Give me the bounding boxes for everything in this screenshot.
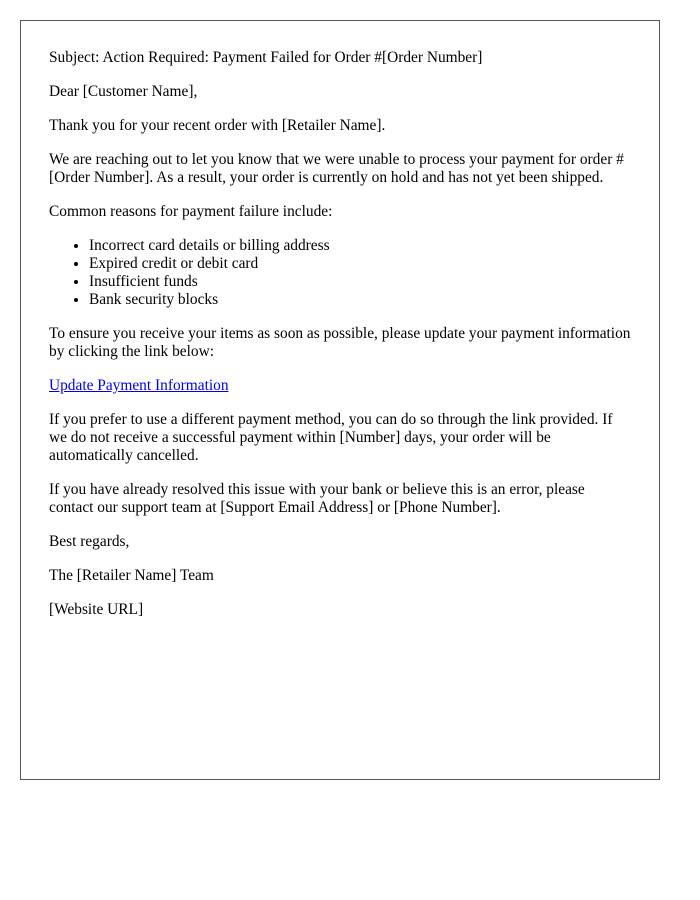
reasons-list [49, 237, 631, 309]
reason-item: • Expired credit or debit card [89, 255, 631, 273]
support-paragraph: If you have already resolved this issue with your bank or believe this is an error, please contact our support team at [Support Email Address] or [Phone Number]. [49, 481, 585, 516]
update-prompt: To ensure you receive your items as soon as possible, please update your payment information by clicking the link below: [49, 325, 631, 360]
email-subject: Subject: Action Required: Payment Failed for Order #[Order Number] [49, 49, 483, 66]
payment-failed-notice: We are reaching out to let you know that we were unable to process your payment for order #[Order Number]. As a result, your order is currently on hold and has not yet been shipped. [49, 151, 624, 186]
update-link-paragraph [49, 377, 631, 395]
thanks-paragraph: Thank you for your recent order with [Retailer Name]. [49, 117, 386, 134]
alternate-method-paragraph: If you prefer to use a different payment method, you can do so through the link provided. If we do not receive a successful payment within [Number] days, your order will be automatically cancelled. [49, 411, 613, 464]
email-letter [20, 20, 660, 780]
email-greeting: Dear [Customer Name], [49, 83, 198, 100]
update-payment-link[interactable]: Update Payment Information [49, 377, 229, 394]
reason-item: • Insufficient funds [89, 273, 631, 291]
team-signature: The [Retailer Name] Team [49, 567, 214, 584]
reasons-intro: Common reasons for payment failure include: [49, 203, 333, 220]
website-url: [Website URL] [49, 601, 144, 618]
reason-item: • Bank security blocks [89, 291, 631, 309]
reason-item: • Incorrect card details or billing address [89, 237, 631, 255]
signoff: Best regards, [49, 533, 130, 550]
